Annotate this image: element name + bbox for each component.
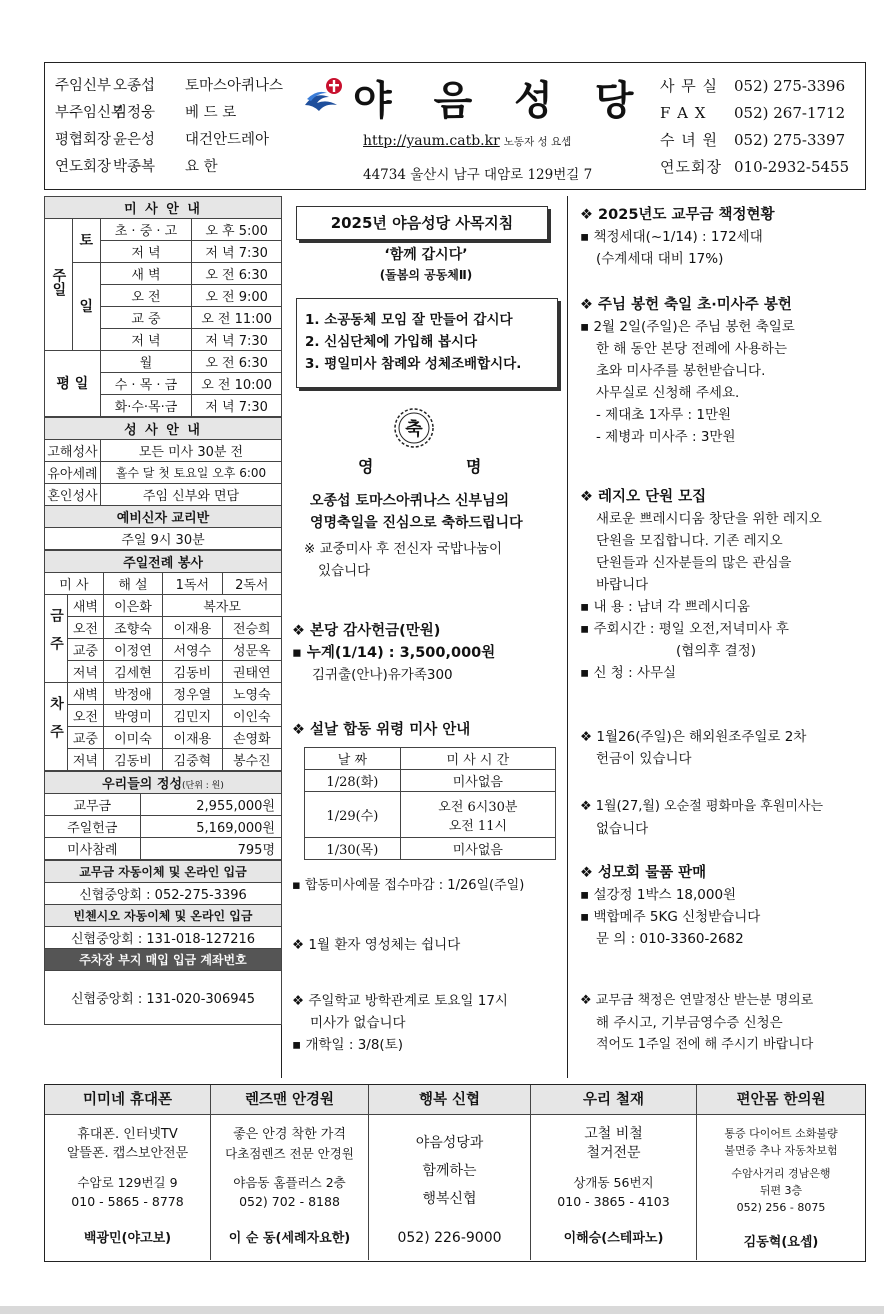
ad-owner: 백광민(야고보) — [83, 1231, 172, 1246]
lunar-header: 날 짜 — [305, 748, 401, 770]
mass-time: 오 전 6:30 — [192, 263, 282, 285]
sponsor-ads — [44, 1084, 866, 1262]
lunar-time: 미사없음 — [400, 838, 555, 860]
lunar-mass-table — [304, 747, 556, 860]
ad-line: 052) 702 - 8188 — [239, 1194, 340, 1209]
sacrament-name: 유아세례 — [45, 462, 101, 484]
ad-line: 야음동 홈플러스 2층 — [233, 1175, 346, 1190]
ad-line: 수암로 129번길 9 — [77, 1175, 178, 1190]
thanks-total: ▪ 누계(1/14) : 3,500,000원 — [292, 645, 496, 661]
offerings-title-text: 우리들의 정성 — [102, 777, 182, 792]
candle-line: 한 해 동안 본당 전례에 사용하는 — [596, 341, 787, 357]
ad-line: 철거전문 — [586, 1145, 641, 1161]
liturgy-person: 정우열 — [163, 683, 222, 705]
notice-line: ❖ 주일학교 방학관계로 토요일 17시 — [292, 993, 508, 1009]
mothers-sale-block — [580, 862, 870, 950]
parish-title: 야 음 성 당 — [353, 78, 648, 124]
liturgy-person: 이재용 — [163, 617, 222, 639]
liturgy-duty-table — [44, 550, 282, 771]
week-label — [45, 595, 68, 683]
mass-time: 저 녁 7:30 — [192, 395, 282, 417]
congratulation-seal-icon — [392, 406, 436, 450]
ad-body — [211, 1115, 368, 1211]
liturgy-mass: 교중 — [68, 639, 104, 661]
tax-line: ❖ 교무금 책정은 연말정산 받는분 명의로 — [580, 993, 814, 1008]
candle-title: ❖ 주님 봉헌 축일 초·미사주 봉헌 — [580, 297, 792, 313]
mass-name: 수 · 목 · 금 — [100, 373, 192, 395]
staff-saint: 베 드 로 — [185, 105, 237, 121]
sale-line: 문 의 : 010-3360-2682 — [596, 931, 744, 947]
ad-line: 고철 비철 — [584, 1126, 643, 1142]
offerings-unit: (단위 : 원) — [182, 781, 224, 791]
tax-line: 해 주시고, 기부금영수증 신청은 — [596, 1015, 783, 1031]
dues-status-block — [580, 204, 870, 270]
contact-value: 052) 275-3396 — [734, 77, 846, 95]
liturgy-person: 서영수 — [163, 639, 222, 661]
lunar-date: 1/30(목) — [305, 838, 401, 860]
legio-line: 단원들과 신자분들의 많은 관심을 — [596, 555, 792, 571]
sacrament-table — [44, 417, 282, 550]
mass-name: 월 — [100, 351, 192, 373]
staff-saint: 대건안드레아 — [185, 132, 270, 148]
ad-line: 좋은 안경 착한 가격 — [233, 1127, 346, 1142]
peace-line: ❖ 1월(27,월) 오순절 평화마을 후원미사는 — [580, 799, 824, 814]
ad-steel — [531, 1085, 697, 1260]
mass-name: 초 · 중 · 고 — [100, 219, 192, 241]
liturgy-person: 손영화 — [222, 727, 281, 749]
mass-time: 저 녁 7:30 — [192, 241, 282, 263]
ad-name: 편안몸 한의원 — [697, 1085, 865, 1115]
liturgy-person: 노영숙 — [222, 683, 281, 705]
ad-name: 행복 신협 — [369, 1085, 530, 1115]
week-label — [45, 683, 68, 771]
parish-logo-icon — [303, 75, 347, 115]
legio-recruit-block — [580, 486, 870, 684]
mass-time: 오 후 5:00 — [192, 219, 282, 241]
liturgy-person: 조향숙 — [103, 617, 162, 639]
middle-column — [284, 196, 568, 1078]
staff-role: 연도회장 — [55, 159, 112, 175]
ad-owner: 052) 226-9000 — [397, 1230, 502, 1246]
pastoral-aims — [296, 298, 558, 388]
ad-line: 052) 256 - 8075 — [736, 1201, 826, 1214]
feast-word: 명 — [466, 457, 482, 476]
mass-name: 화·수·목·금 — [100, 395, 192, 417]
ad-name: 렌즈맨 안경원 — [211, 1085, 368, 1115]
liturgy-header: 해 설 — [103, 573, 162, 595]
staff-role: 부주임신부 — [55, 105, 126, 121]
lunar-date: 1/29(수) — [305, 792, 401, 838]
legio-line: 단원을 모집합니다. 기존 레지오 — [596, 533, 783, 549]
legio-line: (협의후 결정) — [676, 643, 757, 659]
ad-line: 뒤편 3층 — [759, 1184, 803, 1197]
ad-line: 수암사거리 경남은행 — [731, 1167, 831, 1180]
bank-account: 신협중앙회 : 052-275-3396 — [45, 883, 282, 905]
candle-line: 사무실로 신청해 주세요. — [596, 385, 740, 401]
sacrament-name: 혼인성사 — [45, 484, 101, 506]
bulletin-header — [44, 62, 866, 190]
lunar-time: 오전 6시30분 — [438, 799, 518, 815]
ad-name: 우리 철재 — [531, 1085, 696, 1115]
sacrament-name: 고해성사 — [45, 440, 101, 462]
contact-value: 010-2932-5455 — [734, 158, 850, 176]
lunar-mass-block — [292, 718, 568, 893]
mass-name: 저 녁 — [100, 329, 192, 351]
notice-sunday-school — [292, 990, 568, 1056]
liturgy-person: 성문옥 — [222, 639, 281, 661]
contact-value: 052) 267-1712 — [734, 104, 846, 122]
feast-word: 영 — [358, 457, 374, 476]
liturgy-header: 1독서 — [163, 573, 222, 595]
offering-name: 주일헌금 — [45, 816, 141, 838]
ad-optician — [211, 1085, 369, 1260]
liturgy-person: 이정연 — [103, 639, 162, 661]
offerings-title — [45, 772, 282, 794]
ad-clinic — [697, 1085, 865, 1260]
contact-value: 052) 275-3397 — [734, 131, 846, 149]
seal-char: 축 — [405, 419, 423, 440]
liturgy-section-title: 주일전례 봉사 — [45, 551, 282, 573]
contact-label: 연도회장 — [660, 158, 722, 176]
lunar-time: 오전 11시 — [448, 818, 508, 834]
liturgy-person: 김중혁 — [163, 749, 222, 771]
tax-line: 적어도 1주일 전에 해 주시기 바랍니다 — [596, 1037, 814, 1052]
offerings-table — [44, 771, 282, 860]
staff-list — [55, 73, 305, 181]
mass-name: 저 녁 — [100, 241, 192, 263]
ad-line: 휴대폰. 인터넷TV — [77, 1127, 178, 1142]
liturgy-person: 박정애 — [103, 683, 162, 705]
feast-message-line: 영명축일을 진심으로 축하드립니다 — [310, 515, 523, 531]
mass-name: 새 벽 — [100, 263, 192, 285]
liturgy-person: 이인숙 — [222, 705, 281, 727]
ad-line: 통증 다이어트 소화불량 — [724, 1127, 838, 1140]
liturgy-person: 복자모 — [163, 595, 282, 617]
ad-line: 상개동 56번지 — [573, 1175, 654, 1190]
notice-line: ❖ 1월 환자 영성체는 쉽니다 — [292, 937, 461, 953]
liturgy-header: 2독서 — [222, 573, 281, 595]
contact-row — [660, 100, 865, 127]
feast-message — [310, 490, 560, 534]
ad-line: 함께하는 — [422, 1163, 477, 1179]
staff-row — [55, 154, 305, 181]
sacrament-desc: 홀수 달 첫 토요일 오후 6:00 — [100, 462, 281, 484]
parish-address: 44734 울산시 남구 대암로 129번길 7 — [363, 167, 593, 183]
candle-line: 초와 미사주를 봉헌받습니다. — [596, 363, 766, 379]
sunday-day-label: 일 — [72, 263, 100, 351]
ad-line: 알뜰폰. 캡스보안전문 — [66, 1146, 189, 1161]
candle-line: ▪ 2월 2일(주일)은 주님 봉헌 축일로 — [580, 319, 795, 335]
lunar-deadline: ▪ 합동미사예물 접수마감 : 1/26일(주일) — [292, 878, 525, 893]
liturgy-mass: 오전 — [68, 705, 104, 727]
dues-line: ▪ 책정세대(~1/14) : 172세대 — [580, 229, 763, 245]
legio-line: ▪ 신 청 : 사무실 — [580, 665, 677, 681]
week-label-text: 차주 — [48, 696, 64, 752]
contact-list — [660, 73, 865, 181]
weekday-label: 평 일 — [45, 351, 101, 417]
peace-village-notice — [580, 796, 870, 840]
liturgy-person: 봉수진 — [222, 749, 281, 771]
pastoral-aim: 2. 신심단체에 가입해 봅시다 — [305, 334, 478, 350]
liturgy-person: 전승희 — [222, 617, 281, 639]
dues-line: (수계세대 대비 17%) — [596, 251, 724, 267]
liturgy-person: 김민지 — [163, 705, 222, 727]
page-bottom-rule — [0, 1306, 884, 1314]
notice-line: 미사가 없습니다 — [310, 1015, 406, 1031]
mass-time: 오 전 9:00 — [192, 285, 282, 307]
left-column — [44, 196, 282, 1078]
ad-line: 010 - 3865 - 4103 — [557, 1194, 670, 1209]
ad-line: 불면증 추나 자동차보험 — [724, 1144, 838, 1157]
contact-row — [660, 127, 865, 154]
pastoral-aim: 3. 평일미사 참례와 성체조배합시다. — [305, 356, 522, 372]
website-link[interactable]: http://yaum.catb.kr — [363, 133, 500, 149]
ad-owner: 이해승(스테파노) — [563, 1231, 664, 1246]
legio-title: ❖ 레지오 단원 모집 — [580, 489, 707, 505]
catechumen-title: 예비신자 교리반 — [45, 506, 282, 528]
contact-row — [660, 73, 865, 100]
staff-saint: 요 한 — [185, 159, 218, 175]
liturgy-mass: 교중 — [68, 727, 104, 749]
liturgy-person: 김동비 — [103, 749, 162, 771]
mass-name: 교 중 — [100, 307, 192, 329]
bank-title: 주차장 부지 매입 입금 계좌번호 — [45, 949, 282, 971]
ad-body — [369, 1115, 530, 1213]
staff-saint: 토마스아퀴나스 — [185, 78, 284, 94]
legio-line: ▪ 주회시간 : 평일 오전,저녁미사 후 — [580, 621, 789, 637]
offering-value: 2,955,000원 — [140, 794, 281, 816]
ad-phone-shop — [45, 1085, 211, 1260]
week-label-text: 금주 — [48, 608, 64, 664]
catechumen-time: 주일 9시 30분 — [45, 528, 282, 550]
sale-line: ▪ 백합메주 5KG 신청받습니다 — [580, 909, 761, 925]
liturgy-person: 이미숙 — [103, 727, 162, 749]
lunar-header: 미 사 시 간 — [400, 748, 555, 770]
bank-account: 신협중앙회 : 131-020-306945 — [45, 971, 282, 1025]
ad-credit-union — [369, 1085, 531, 1260]
mission-line: ❖ 1월26(주일)은 해외원조주일로 2차 — [580, 729, 807, 745]
banking-table — [44, 860, 282, 1025]
thanks-title: ❖ 본당 감사헌금(만원) — [292, 623, 441, 639]
liturgy-person: 김동비 — [163, 661, 222, 683]
sacrament-section-title: 성 사 안 내 — [45, 418, 282, 440]
candle-line: - 제병과 미사주 : 3만원 — [596, 429, 736, 445]
staff-name: 오종섭 — [113, 78, 156, 94]
staff-name: 박종복 — [113, 159, 156, 175]
staff-row — [55, 73, 305, 100]
right-column — [570, 196, 866, 1078]
feast-note — [304, 538, 560, 582]
pastoral-aim: 1. 소공동체 모임 잘 만들어 갑시다 — [305, 312, 513, 328]
lunar-time-cell — [400, 792, 555, 838]
contact-row — [660, 154, 865, 181]
saturday-label: 토 — [72, 219, 100, 263]
mission-line: 헌금이 있습니다 — [596, 751, 692, 767]
contact-label: F A X — [660, 104, 707, 122]
lunar-title: ❖ 설날 합동 위령 미사 안내 — [292, 722, 471, 738]
lunar-date: 1/28(화) — [305, 770, 401, 792]
pastoral-motto-sub: (돌봄의 공동체Ⅱ) — [379, 268, 473, 282]
feast-message-line: 오종섭 토마스아퀴나스 신부님의 — [310, 493, 510, 509]
sacrament-desc: 주임 신부와 면담 — [100, 484, 281, 506]
feast-note-line: 있습니다 — [318, 563, 371, 579]
mission-sunday-notice — [580, 726, 870, 770]
staff-role: 주임신부 — [55, 78, 112, 94]
mass-time: 오 전 10:00 — [192, 373, 282, 395]
ad-body — [45, 1115, 210, 1211]
mass-time: 저 녁 7:30 — [192, 329, 282, 351]
offering-name: 교무금 — [45, 794, 141, 816]
liturgy-mass: 오전 — [68, 617, 104, 639]
dues-title: ❖ 2025년도 교무금 책정현황 — [580, 207, 775, 223]
mass-time: 오 전 6:30 — [192, 351, 282, 373]
liturgy-person: 이재용 — [163, 727, 222, 749]
ad-owner: 김동혁(요셉) — [743, 1235, 819, 1250]
ad-body — [531, 1115, 696, 1211]
liturgy-mass: 새벽 — [68, 595, 104, 617]
mass-name: 오 전 — [100, 285, 192, 307]
offering-name: 미사참례 — [45, 838, 141, 860]
candle-offering-block — [580, 294, 870, 448]
website-line — [363, 133, 571, 149]
sunday-label — [45, 219, 73, 351]
mass-schedule-table — [44, 196, 282, 417]
ad-line: 행복신협 — [422, 1191, 477, 1207]
legio-line: ▪ 내 용 : 남녀 각 쁘레시디움 — [580, 599, 750, 615]
ad-owner: 이 순 동(세례자요한) — [228, 1231, 351, 1246]
staff-row — [55, 100, 305, 127]
offering-value: 795명 — [140, 838, 281, 860]
ad-body — [697, 1115, 865, 1216]
bank-title: 교무금 자동이체 및 온라인 입금 — [45, 861, 282, 883]
pastoral-motto: ‘함께 갑시다’ — [384, 247, 468, 263]
offering-value: 5,169,000원 — [140, 816, 281, 838]
notice-line: ▪ 개학일 : 3/8(토) — [292, 1037, 403, 1053]
staff-name: 윤은성 — [113, 132, 156, 148]
liturgy-mass: 저녁 — [68, 661, 104, 683]
bank-title: 빈첸시오 자동이체 및 온라인 입금 — [45, 905, 282, 927]
thanks-offering-block — [292, 620, 568, 686]
candle-line: - 제대초 1자루 : 1만원 — [596, 407, 732, 423]
mass-time: 오 전 11:00 — [192, 307, 282, 329]
sunday-label-text: 주일 — [50, 268, 67, 296]
staff-row — [55, 127, 305, 154]
ad-line: 010 - 5865 - 8778 — [71, 1194, 184, 1209]
pastoral-guideline-title: 2025년 야음성당 사목지침 — [296, 206, 548, 240]
legio-line: 바랍니다 — [596, 577, 649, 593]
patron-saint: 노동자 성 요셉 — [503, 136, 572, 148]
notice-sick-communion — [292, 934, 568, 956]
bank-account: 신협중앙회 : 131-018-127216 — [45, 927, 282, 949]
tax-notice — [580, 990, 870, 1056]
ad-name: 미미네 휴대폰 — [45, 1085, 210, 1115]
parish-title-block — [297, 63, 657, 191]
staff-role: 평협회장 — [55, 132, 112, 148]
liturgy-person: 박영미 — [103, 705, 162, 727]
peace-line: 없습니다 — [596, 821, 649, 837]
lunar-time: 미사없음 — [400, 770, 555, 792]
feast-note-line: ※ 교중미사 후 전신자 국밥나눔이 — [304, 541, 503, 557]
liturgy-person: 이은화 — [103, 595, 162, 617]
ad-line: 다초점렌즈 전문 안경원 — [225, 1146, 354, 1161]
staff-name: 김정웅 — [113, 105, 156, 121]
mass-section-title: 미 사 안 내 — [45, 197, 282, 219]
thanks-detail: 김귀출(안나)유가족300 — [312, 667, 453, 683]
contact-label: 수 녀 원 — [660, 131, 719, 149]
liturgy-person: 김세현 — [103, 661, 162, 683]
ad-line: 야음성당과 — [415, 1135, 484, 1151]
sale-title: ❖ 성모회 물품 판매 — [580, 865, 707, 881]
liturgy-mass: 저녁 — [68, 749, 104, 771]
sacrament-desc: 모든 미사 30분 전 — [100, 440, 281, 462]
contact-label: 사 무 실 — [660, 77, 719, 95]
sale-line: ▪ 설강정 1박스 18,000원 — [580, 887, 737, 903]
liturgy-header: 미 사 — [45, 573, 104, 595]
liturgy-mass: 새벽 — [68, 683, 104, 705]
liturgy-person: 권태연 — [222, 661, 281, 683]
legio-line: 새로운 쁘레시디움 창단을 위한 레지오 — [596, 511, 822, 527]
